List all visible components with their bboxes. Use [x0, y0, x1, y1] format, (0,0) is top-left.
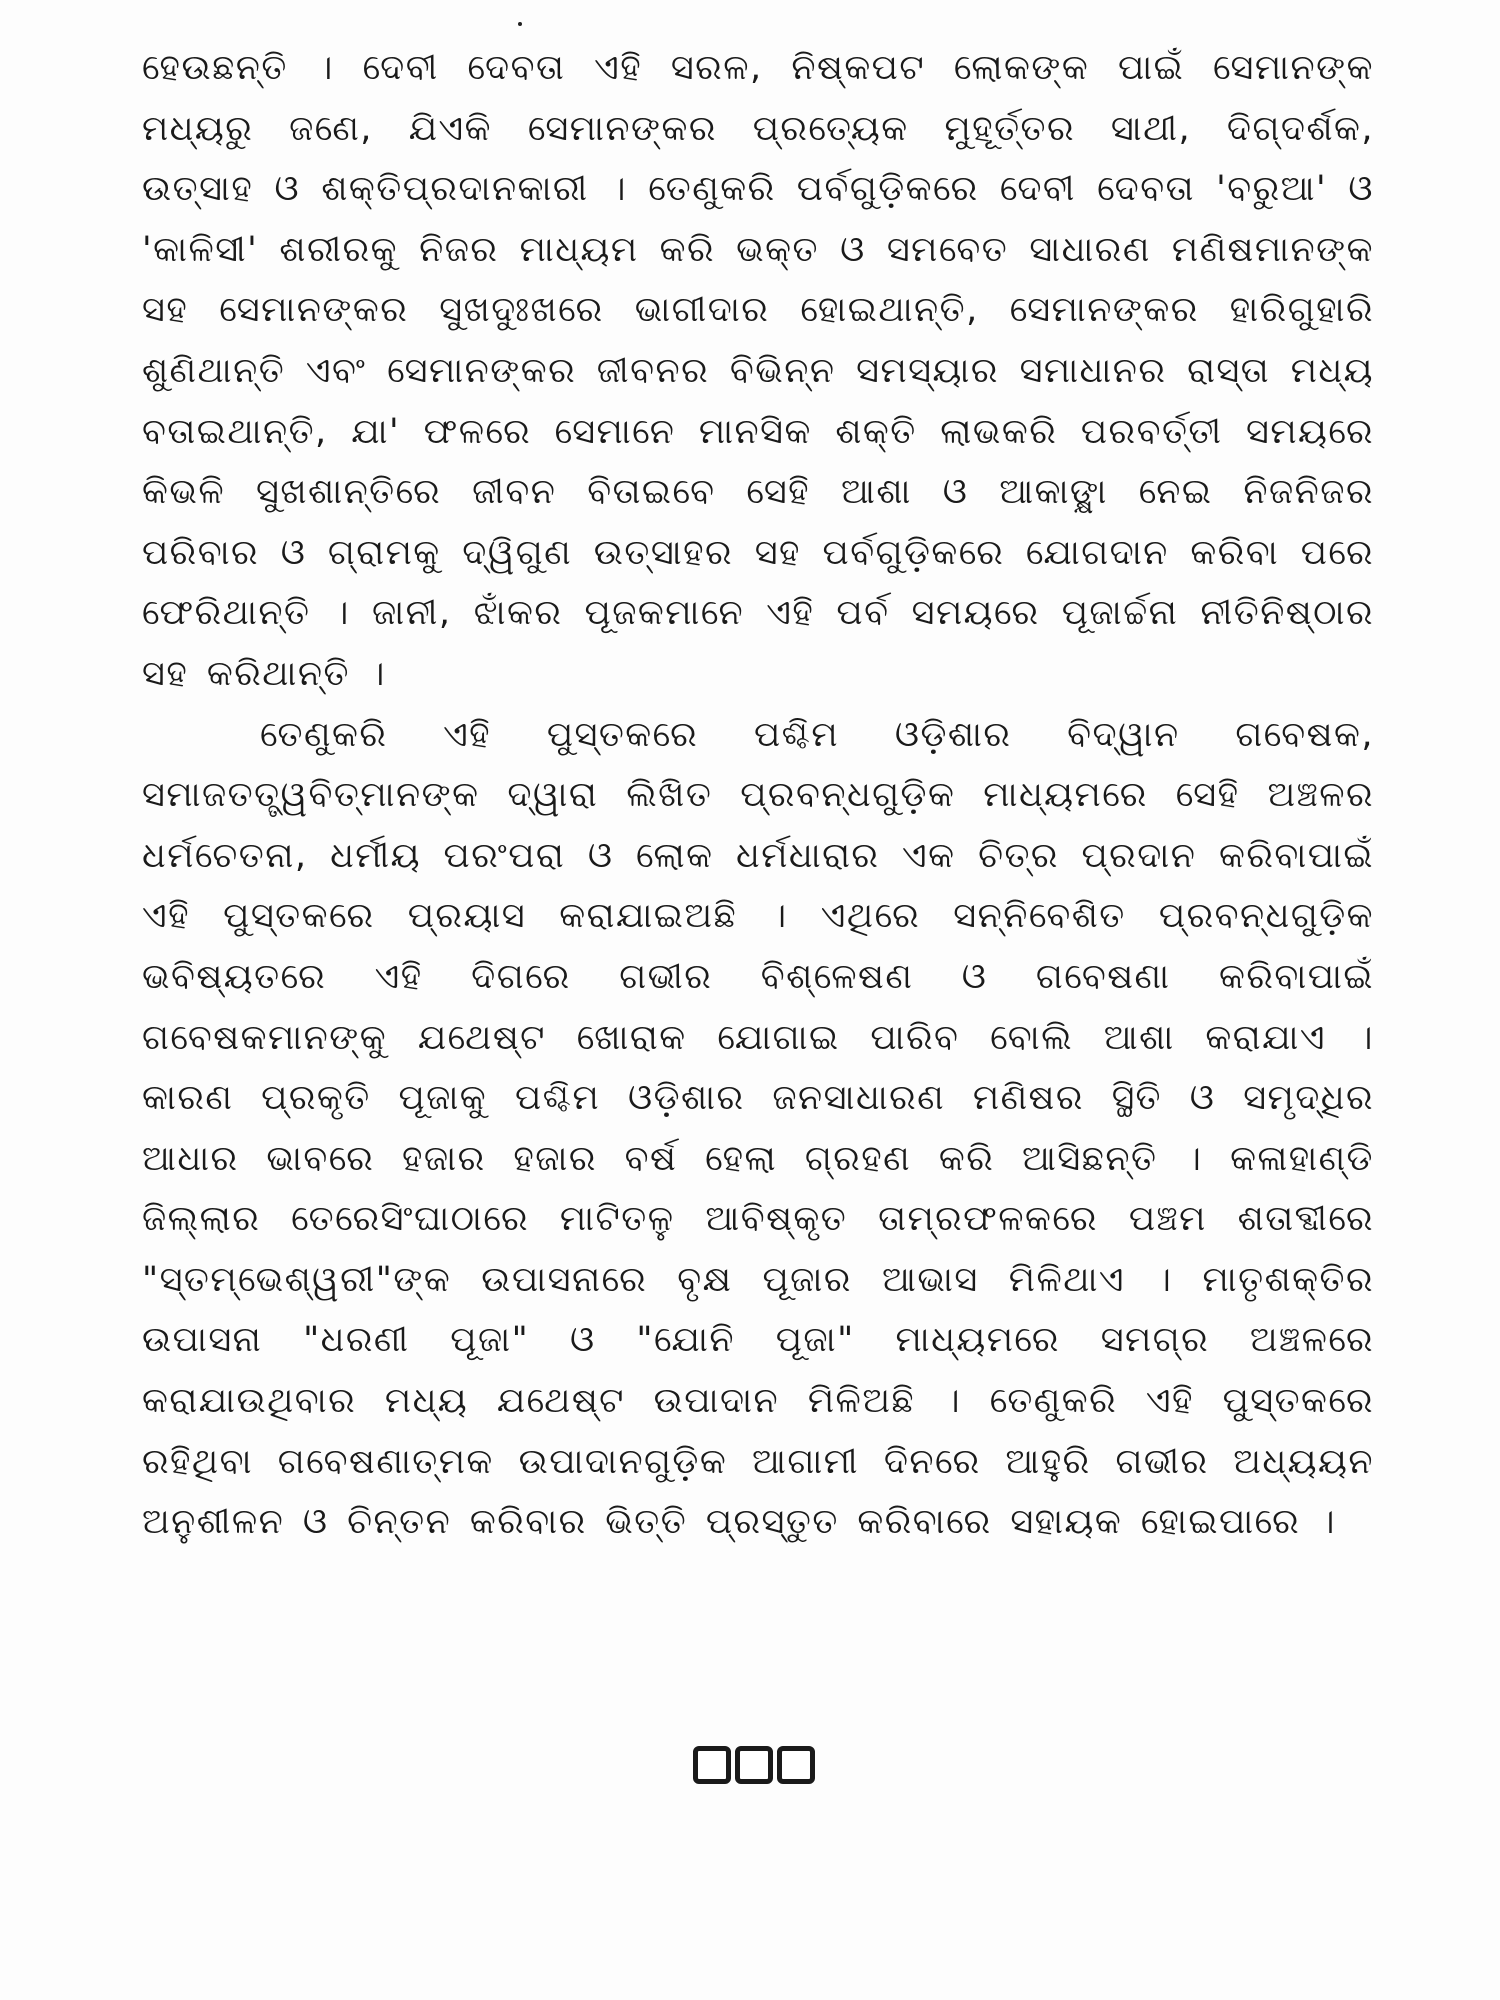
body-text: [142, 38, 1374, 1553]
end-mark-icon: [693, 1746, 815, 1784]
paragraph-2: ତେଣୁକରି ଏହି ପୁସ୍ତକରେ ପଶ୍ଚିମ ଓଡ଼ିଶାର ବିଦ୍ୱାନ ଗବେଷକ, ସମାଜତତ୍ତ୍ୱବିତ୍‌ମାନଙ୍କ ଦ୍ୱାରା ଲିଖିତ ପ୍ରବନ୍ଧଗୁଡ଼ିକ ମାଧ୍ୟମରେ ସେହି ଅଞ୍ଚଳର ଧର୍ମଚେତନା, ଧର୍ମୀୟ ପରଂପରା ଓ ଲୋକ ଧର୍ମଧାରାର ଏକ ଚିତ୍ର ପ୍ରଦାନ କରିବାପାଇଁ ଏହି ପୁସ୍ତକରେ ପ୍ରୟାସ କରାଯାଇଅଛି । ଏଥିରେ ସନ୍ନିବେଶିତ ପ୍ରବନ୍ଧଗୁଡ଼ିକ ଭବିଷ୍ୟତରେ ଏହି ଦିଗରେ ଗଭୀର ବିଶ୍ଳେଷଣ ଓ ଗବେଷଣା କରିବାପାଇଁ ଗବେଷକମାନଙ୍କୁ ଯଥେଷ୍ଟ ଖୋରାକ ଯୋଗାଇ ପାରିବ ବୋଲି ଆଶା କରାଯାଏ । କାରଣ ପ୍ରକୃତି ପୂଜାକୁ ପଶ୍ଚିମ ଓଡ଼ିଶାର ଜନସାଧାରଣ ମଣିଷର ସ୍ଥିତି ଓ ସମୃଦ୍ଧିର ଆଧାର ଭାବରେ ହଜାର ହଜାର ବର୍ଷ ହେଲା ଗ୍ରହଣ କରି ଆସିଛନ୍ତି । କଳାହାଣ୍ଡି ଜିଲ୍ଲାର ତେରେସିଂଘାଠାରେ ମାଟିତଳୁ ଆବିଷ୍କୃତ ତାମ୍ରଫଳକରେ ପଞ୍ଚମ ଶତାବ୍ଦୀରେ "ସ୍ତମ୍ଭେଶ୍ୱରୀ"ଙ୍କ ଉପାସନାରେ ବୃକ୍ଷ ପୂଜାର ଆଭାସ ମିଳିଥାଏ । ମାତୃଶକ୍ତିର ଉପାସନା "ଧରଣୀ ପୂଜା" ଓ "ଯୋନି ପୂଜା" ମାଧ୍ୟମରେ ସମଗ୍ର ଅଞ୍ଚଳରେ କରାଯାଉଥିବାର ମଧ୍ୟ ଯଥେଷ୍ଟ ଉପାଦାନ ମିଳିଅଛି । ତେଣୁକରି ଏହି ପୁସ୍ତକରେ ରହିଥିବା ଗବେଷଣାତ୍ମକ ଉପାଦାନଗୁଡ଼ିକ ଆଗାମୀ ଦିନରେ ଆହୁରି ଗଭୀର ଅଧ୍ୟୟନ ଅନୁଶୀଳନ ଓ ଚିନ୍ତନ କରିବାର ଭିତ୍ତି ପ୍ରସ୍ତୁତ କରିବାରେ ସହାୟକ ହୋଇପାରେ ।: [142, 714, 1374, 1543]
end-box-icon: [693, 1746, 731, 1784]
paragraph-1: ହେଉଛନ୍ତି । ଦେବୀ ଦେବତା ଏହି ସରଳ, ନିଷ୍କପଟ ଲୋକଙ୍କ ପାଇଁ ସେମାନଙ୍କ ମଧ୍ୟରୁ ଜଣେ, ଯିଏକି ସେମାନଙ୍କର ପ୍ରତ୍ୟେକ ମୁହୂର୍ତ୍ତର ସାଥୀ, ଦିଗ୍‌ଦର୍ଶକ, ଉତ୍ସାହ ଓ ଶକ୍ତିପ୍ରଦାନକାରୀ । ତେଣୁକରି ପର୍ବଗୁଡ଼ିକରେ ଦେବୀ ଦେବତା 'ବରୁଆ' ଓ 'କାଳିସୀ' ଶରୀରକୁ ନିଜର ମାଧ୍ୟମ କରି ଭକ୍ତ ଓ ସମବେତ ସାଧାରଣ ମଣିଷମାନଙ୍କ ସହ ସେମାନଙ୍କର ସୁଖଦୁଃଖରେ ଭାଗୀଦାର ହୋଇଥାନ୍ତି, ସେମାନଙ୍କର ହାରିଗୁହାରି ଶୁଣିଥାନ୍ତି ଏବଂ ସେମାନଙ୍କର ଜୀବନର ବିଭିନ୍ନ ସମସ୍ୟାର ସମାଧାନର ରାସ୍ତା ମଧ୍ୟ ବତାଇଥାନ୍ତି, ଯା' ଫଳରେ ସେମାନେ ମାନସିକ ଶକ୍ତି ଲାଭକରି ପରବର୍ତ୍ତୀ ସମୟରେ କିଭଳି ସୁଖଶାନ୍ତିରେ ଜୀବନ ବିତାଇବେ ସେହି ଆଶା ଓ ଆକାଙ୍କ୍ଷା ନେଇ ନିଜନିଜର ପରିବାର ଓ ଗ୍ରାମକୁ ଦ୍ୱିଗୁଣ ଉତ୍ସାହର ସହ ପର୍ବଗୁଡ଼ିକରେ ଯୋଗଦାନ କରିବା ପରେ ଫେରିଥାନ୍ତି । ଜାନୀ, ଝାଁକର ପୂଜକମାନେ ଏହି ପର୍ବ ସମୟରେ ପୂଜାର୍ଚ୍ଚନା ନୀତିନିଷ୍ଠାର ସହ କରିଥାନ୍ତି ।: [142, 48, 1374, 694]
end-box-icon: [777, 1746, 815, 1784]
print-speck: [518, 22, 522, 26]
end-box-icon: [735, 1746, 773, 1784]
